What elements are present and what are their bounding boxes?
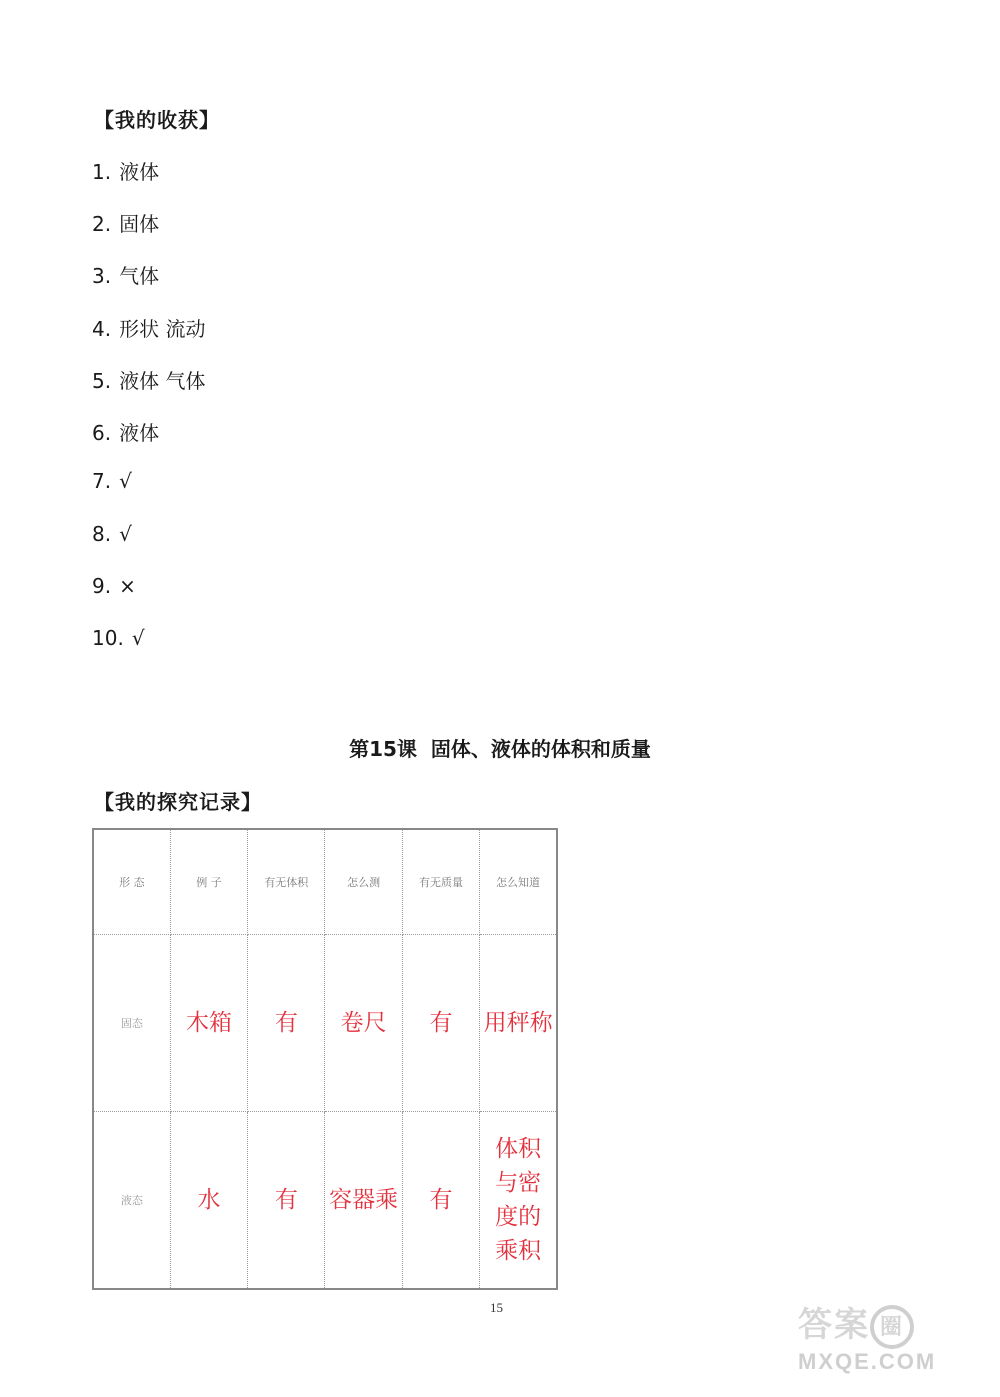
header-cell: 例 子 xyxy=(170,829,247,935)
handwritten-cell: 用秤称 xyxy=(480,935,557,1112)
answer-item: 1. 液体 xyxy=(92,160,160,184)
answer-item: 7. √ xyxy=(92,469,132,493)
answer-item: 5. 液体 气体 xyxy=(92,369,206,393)
table-row xyxy=(93,1112,557,1290)
table-header-row xyxy=(93,829,557,935)
handwritten-cell: 有 xyxy=(248,935,325,1112)
watermark-logo: 答案 圈 MXQE.COM xyxy=(798,1305,937,1374)
answer-item: 9. × xyxy=(92,574,136,598)
handwritten-cell: 体积与密度的乘积 xyxy=(480,1112,557,1290)
handwritten-cell: 有 xyxy=(248,1112,325,1290)
header-cell: 形 态 xyxy=(93,829,170,935)
handwritten-cell: 容器乘 xyxy=(325,1112,402,1290)
answer-item: 6. 液体 xyxy=(92,421,160,445)
handwritten-cell: 有 xyxy=(402,935,479,1112)
state-cell: 固态 xyxy=(93,935,170,1112)
handwritten-cell: 水 xyxy=(170,1112,247,1290)
header-cell: 怎么测 xyxy=(325,829,402,935)
harvest-heading: 【我的收获】 xyxy=(94,108,220,132)
table-row xyxy=(93,935,557,1112)
record-table xyxy=(92,828,558,1286)
header-cell: 有无质量 xyxy=(402,829,479,935)
record-heading: 【我的探究记录】 xyxy=(94,790,262,814)
seal-icon: 圈 xyxy=(870,1305,914,1349)
answer-item: 2. 固体 xyxy=(92,212,160,236)
answer-item: 10. √ xyxy=(92,626,145,650)
answer-item: 3. 气体 xyxy=(92,264,160,288)
answer-item: 4. 形状 流动 xyxy=(92,317,206,341)
page-number: 15 xyxy=(490,1300,503,1315)
handwritten-cell: 木箱 xyxy=(170,935,247,1112)
header-cell: 有无体积 xyxy=(248,829,325,935)
handwritten-cell: 有 xyxy=(402,1112,479,1290)
answer-item: 8. √ xyxy=(92,522,132,546)
state-cell: 液态 xyxy=(93,1112,170,1290)
header-cell: 怎么知道 xyxy=(480,829,557,935)
handwritten-cell: 卷尺 xyxy=(325,935,402,1112)
lesson-title: 第15课 固体、液体的体积和质量 xyxy=(349,737,651,761)
